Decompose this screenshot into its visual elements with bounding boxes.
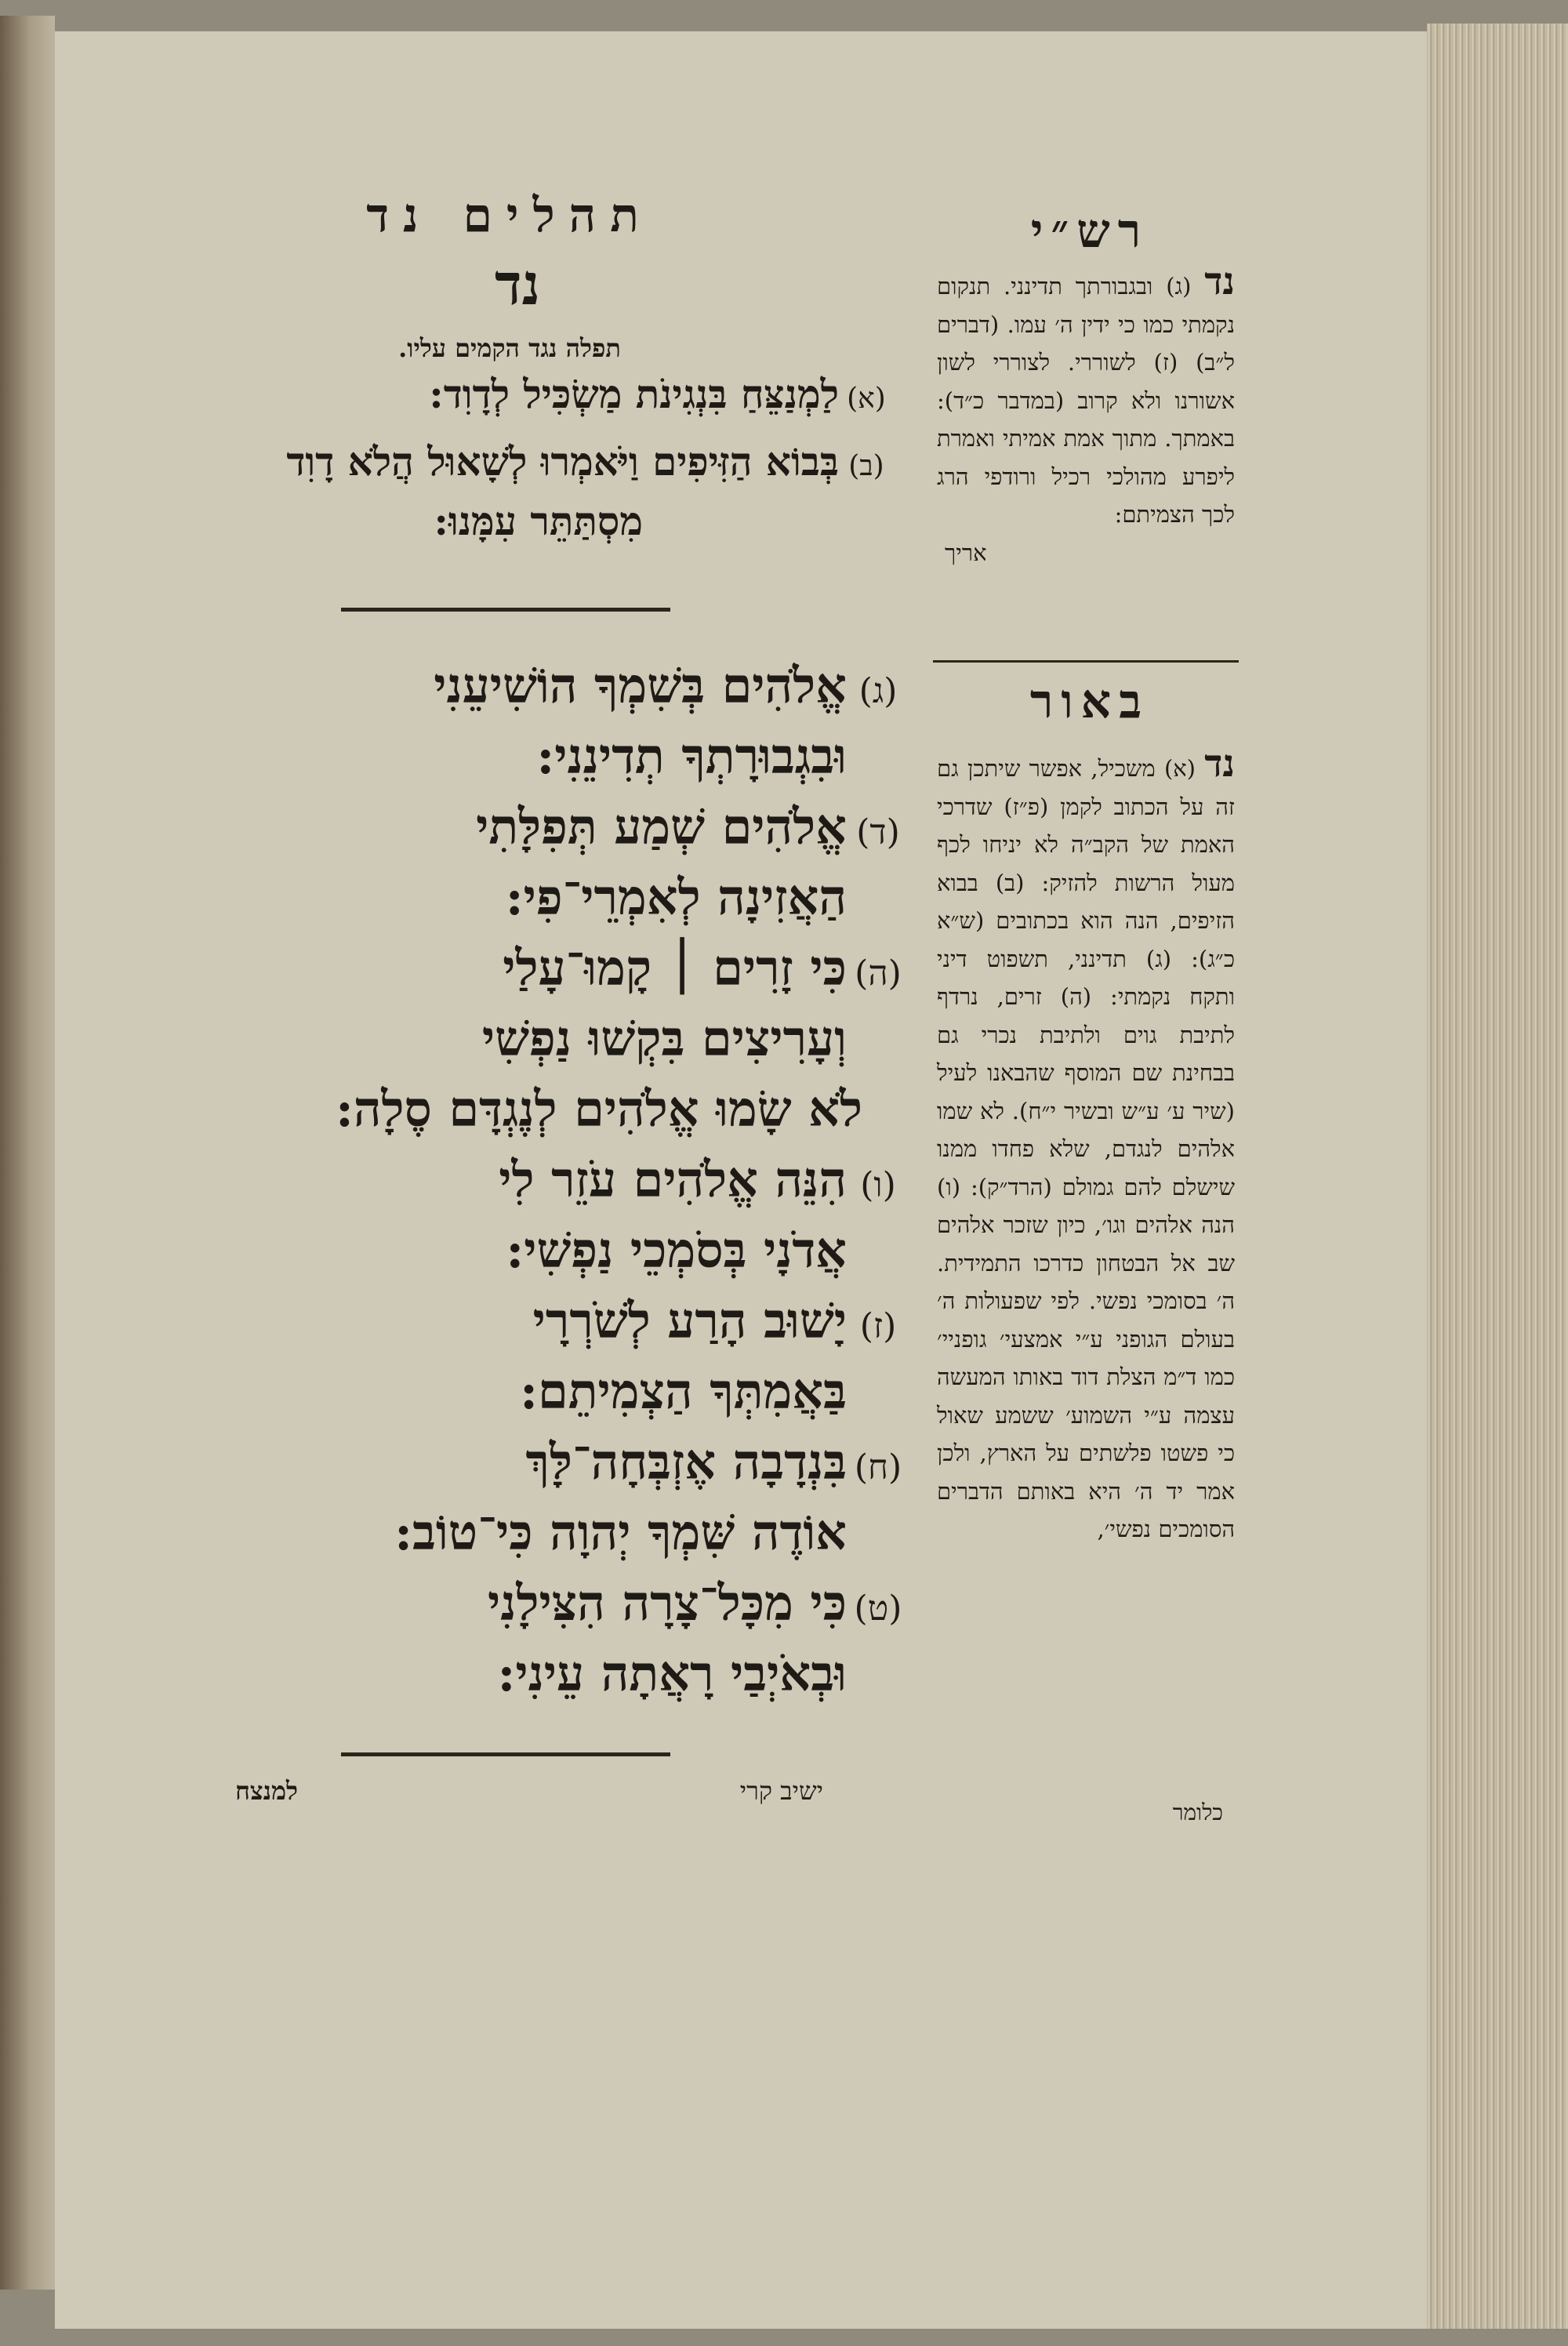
verse-number: (ד) [856, 812, 900, 852]
verse-text: הִנֵּה אֱלֹהִים עֹזֵר לִי [499, 1151, 847, 1208]
verse-line [345, 1639, 909, 1709]
verse-text: אֲדֹנָי בְּסֹמְכֵי נַפְשִׁי: [506, 1222, 847, 1279]
biur-commentary [937, 742, 1235, 1549]
verse-text: אֱלֹהִים שְׁמַע תְּפִלָּתִי [476, 798, 847, 855]
page-fore-edge [1427, 24, 1568, 2329]
rashi-lead: נד [1204, 260, 1235, 303]
verse-line [345, 1568, 909, 1639]
biur-text: (א) משכיל, אפשר שיתכן גם זה על הכתוב לקמן (פ״ז) שדרכי האמת של הקב״ה לא יניחו לכף מעול הרשות להזיק: (ב) בבוא הזיפים, הנה הוא בכתובים (ש״א כ״ג): (ג) תדינני, תשפוט דיני ותקח נקמתי: (ה) זרים, נרדף לתיבת גוים ולתיבת נכרי גם בבחינת שם המוסף שהבאנו לעיל (שיר ע׳ ע״ש ובשיר י״ח). לא שמו אלהים לנגדם, שלא פחדו ממנו שישלם להם גמולם (הרד״ק): (ו) הנה אלהים וגו׳, כיון שזכר אלהים שב אל הבטחון כדרכו התמידית. ה׳ בסומכי נפשי. לפי שפעולות ה׳ בעולם הגופני ע״י אמצעי׳ גופניי׳ כמו ד״מ הצלת דוד באותו המעשה עצמה ע״י השמוע׳ ששמע שאול כי פשטו פלשתים על הארץ, ולכן אמר יד ה׳ היא באותם הדברים הסומכים נפשי׳, [937, 755, 1235, 1542]
verse-number: (ט) [854, 1589, 902, 1629]
header-verse-2 [286, 436, 894, 492]
psalm-verses [335, 651, 909, 1709]
qere-note: ישיב קרי [739, 1776, 823, 1806]
verse-text: יָשׁוּב הָרַע לְשֹׁרְרָי [532, 1292, 847, 1349]
catchword-main: למנצח [234, 1776, 298, 1806]
commentary-rule [933, 660, 1239, 663]
psalm-superscript: תפלה נגד הקמים עליו. [398, 333, 621, 363]
verse-text: אֱלֹהִים בְּשִׁמְךָ הוֹשִׁיעֵנִי [434, 657, 847, 714]
verse-number: (ג) [858, 671, 898, 711]
verse-line [345, 1286, 909, 1356]
main-rule-bottom [341, 1752, 670, 1756]
running-head: תהלים נד [366, 188, 653, 243]
verse-number: (ז) [859, 1306, 897, 1346]
verse-text: וּבְאֹיְבַי רָאֲתָה עֵינִי: [497, 1645, 847, 1702]
header-verse-1 [298, 369, 894, 425]
verse-number: (א) [847, 383, 886, 415]
verse-text: מִסְתַּתֵּר עִמָּנוּ: [434, 498, 643, 544]
rashi-text: (ג) ובגבורתך תדינני. תנקום נקמתי כמו כי ידין ה׳ עמו. (דברים ל״ב) (ז) לשוררי. לצוררי לשון אשורנו ולא קרוב (במדבר כ״ד): באמתך. מתוך אמת אמיתי ואמרת ליפרע מהולכי רכיל ורודפי הרג לכך הצמיתם: [937, 273, 1235, 528]
verse-line [345, 933, 909, 1004]
verse-line [345, 1004, 909, 1074]
verse-line [345, 1215, 909, 1286]
verse-line [345, 1356, 909, 1427]
verse-text: בַּאֲמִתְּךָ הַצְמִיתֵם: [520, 1363, 847, 1420]
verse-line [345, 792, 909, 862]
verse-text: כִּי זָרִים ׀ קָמוּ־עָלַי [503, 939, 847, 997]
verse-line [335, 1074, 925, 1145]
psalm-number: נד [494, 251, 541, 318]
verse-text: וְעָרִיצִים בִּקְשׁוּ נַפְשִׁי [481, 1010, 847, 1067]
rashi-heading: רש״י [1030, 204, 1149, 259]
biur-heading: באור [1029, 674, 1150, 729]
verse-line [345, 721, 909, 792]
verse-text: וּבִגְבוּרָתְךָ תְדִינֵנִי: [536, 728, 847, 785]
verse-text: לַמְנַצֵּחַ בִּנְגִינֹת מַשְׂכִּיל לְדָוִד: [429, 371, 839, 417]
main-rule-top [341, 608, 670, 612]
rashi-commentary [937, 260, 1235, 572]
verse-line [345, 1145, 909, 1215]
verse-number: (ב) [848, 450, 884, 482]
verse-text: כִּי מִכָּל־צָרָה הִצִּילָנִי [488, 1574, 847, 1632]
biur-lead: נד [1204, 742, 1235, 786]
book-gutter [0, 16, 55, 2290]
verse-text: בִּנְדָבָה אֶזְבְּחָה־לָּךְ [525, 1433, 847, 1491]
verse-line [345, 651, 909, 721]
rashi-catchword: אריך [945, 539, 987, 566]
header-verses [286, 369, 894, 547]
verse-line [345, 862, 909, 933]
verse-number: (ו) [860, 1165, 896, 1205]
verse-text: אוֹדֶה שִּׁמְךָ יְהוָה כִּי־טוֹב: [394, 1504, 847, 1561]
verse-text: הַאֲזִינָה לְאִמְרֵי־פִי: [505, 869, 847, 926]
catchword-commentary: כלומר [1172, 1799, 1223, 1825]
verse-number: (ח) [854, 1447, 902, 1487]
verse-text: בְּבוֹא הַזִּיפִים וַיֹּאמְרוּ לְשָׁאוּל הֲלֹא דָוִד [286, 438, 839, 485]
verse-number: (ה) [855, 953, 902, 993]
verse-line [345, 1427, 909, 1498]
header-verse-3 [298, 496, 894, 547]
verse-text: לֹא שָׂמוּ אֱלֹהִים לְנֶגְדָּם סֶלָה: [335, 1080, 862, 1138]
verse-line [345, 1498, 909, 1568]
